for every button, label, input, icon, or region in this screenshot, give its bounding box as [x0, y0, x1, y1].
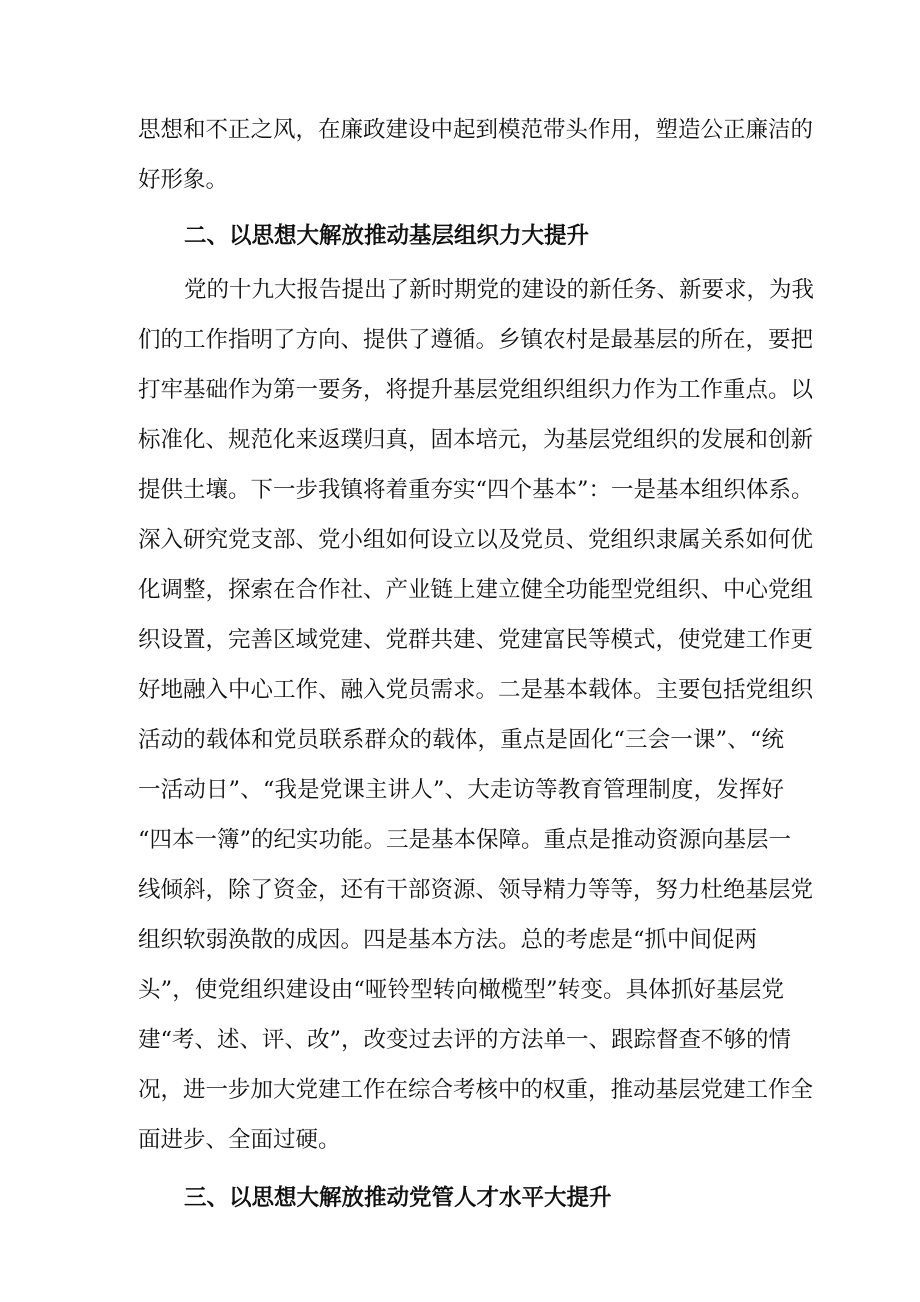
paragraph-line: 好形象。 [138, 167, 229, 193]
paragraph-line: 思想和不正之风，在廉政建设中起到模范带头作用，塑造公正廉洁的 [138, 117, 814, 143]
paragraph-line: 党的十九大报告提出了新时期党的建设的新任务、新要求，为我 [184, 277, 815, 303]
section-heading-3: 三、以思想大解放推动党管人才水平大提升 [184, 1185, 612, 1211]
paragraph-line: 线倾斜，除了资金，还有干部资源、领导精力等等，努力杜绝基层党 [138, 877, 814, 903]
paragraph-line: 好地融入中心工作、融入党员需求。二是基本载体。主要包括党组织 [138, 677, 814, 703]
paragraph-line: 活动的载体和党员联系群众的载体，重点是固化“三会一课”、“统 [138, 727, 784, 753]
paragraph-line: 头”，使党组织建设由“哑铃型转向橄榄型”转变。具体抓好基层党 [138, 977, 784, 1003]
paragraph-line: 织设置，完善区域党建、党群共建、党建富民等模式，使党建工作更 [138, 627, 814, 653]
paragraph-line: 深入研究党支部、党小组如何设立以及党员、党组织隶属关系如何优 [138, 527, 814, 553]
paragraph-line: 化调整，探索在合作社、产业链上建立健全功能型党组织、中心党组 [138, 577, 814, 603]
paragraph-line: 打牢基础作为第一要务，将提升基层党组织组织力作为工作重点。以 [138, 377, 814, 403]
paragraph-line: 们的工作指明了方向、提供了遵循。乡镇农村是最基层的所在，要把 [138, 327, 814, 353]
paragraph-line: 一活动日”、“我是党课主讲人”、大走访等教育管理制度，发挥好 [138, 777, 784, 803]
section-heading-2: 二、以思想大解放推动基层组织力大提升 [184, 223, 590, 249]
paragraph-line: 组织软弱涣散的成因。四是基本方法。总的考虑是“抓中间促两 [138, 927, 758, 953]
paragraph-line: 面进步、全面过硬。 [138, 1127, 341, 1153]
paragraph-line: 况，进一步加大党建工作在综合考核中的权重，推动基层党建工作全 [138, 1077, 814, 1103]
paragraph-line: 标准化、规范化来返璞归真，固本培元，为基层党组织的发展和创新 [138, 427, 814, 453]
paragraph-line: 提供土壤。下一步我镇将着重夯实“四个基本”：一是基本组织体系。 [138, 477, 814, 503]
paragraph-line: “四本一簿”的纪实功能。三是基本保障。重点是推动资源向基层一 [138, 827, 792, 853]
paragraph-line: 建“考、述、评、改”，改变过去评的方法单一、跟踪督查不够的情 [138, 1027, 792, 1053]
